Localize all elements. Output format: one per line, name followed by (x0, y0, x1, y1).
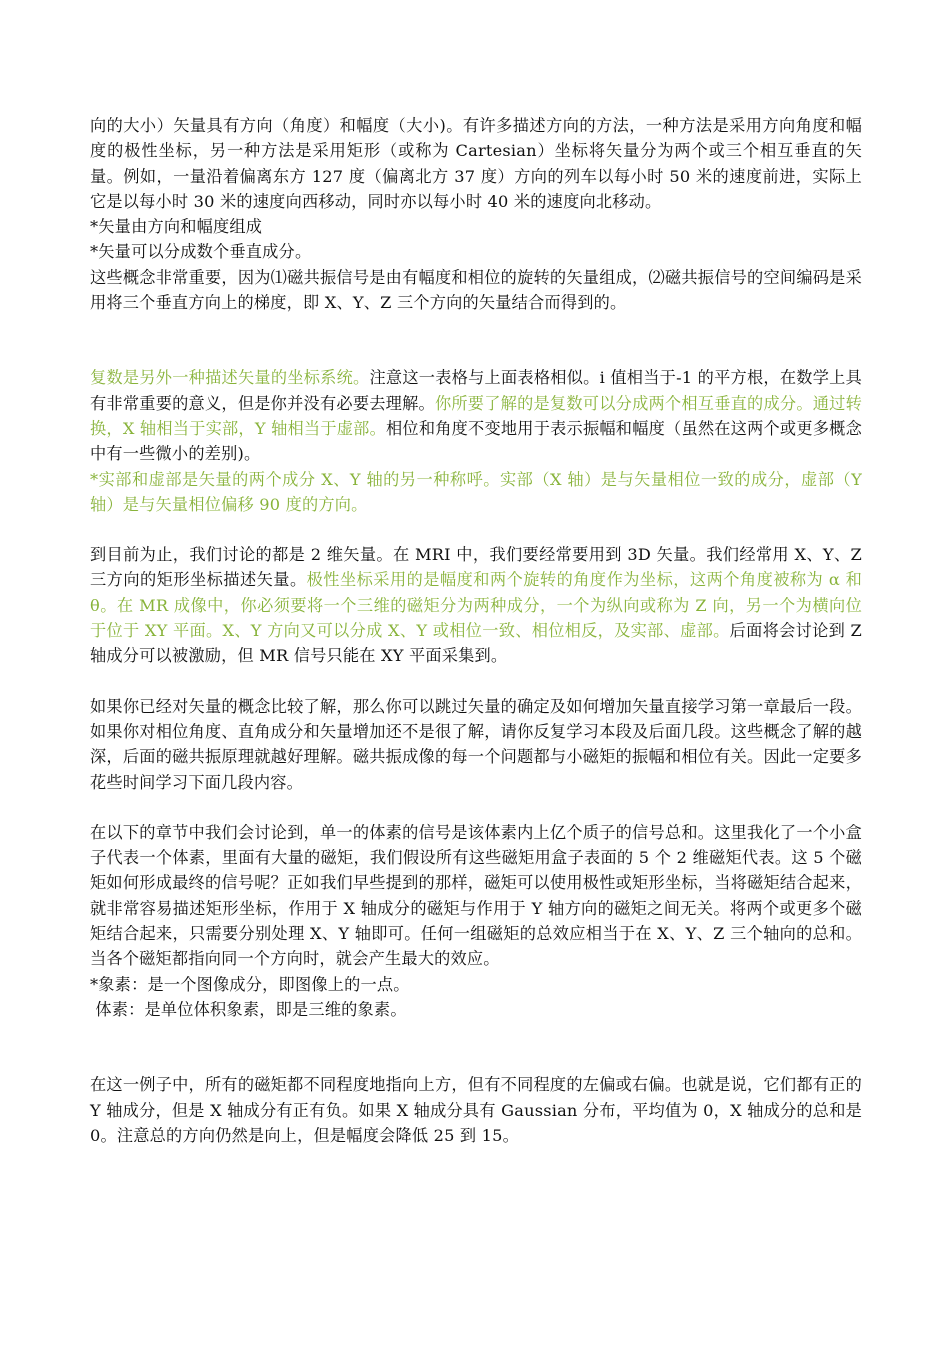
bullet-pixel: *象素：是一个图像成分，即图像上的一点。 (90, 974, 410, 994)
spacer (90, 517, 862, 542)
spacer (90, 795, 862, 820)
paragraph-study-advice: 如果你已经对矢量的概念比较了解，那么你可以跳过矢量的确定及如何增加矢量直接学习第一章最后一段。如果你对相位角度、直角成分和矢量增加还不是很了解，请你反复学习本段及后面几段。这些概念了解的越深，后面的磁共振原理就越好理解。磁共振成像的每一个问题都与小磁矩的振幅和相位有关。因此一定要多花些时间学习下面几段内容。 (90, 696, 862, 792)
body-text: 注意这一表格与上面表格相似。i 值相当于-1 的平方根，在数学上具有非常重要的意义，但是你并没有必要去理解。 (90, 368, 862, 413)
paragraph-3d-vectors (90, 542, 862, 668)
bullet-direction-magnitude: *矢量由方向和幅度组成 (90, 217, 263, 237)
paragraph-complex-numbers (90, 365, 862, 466)
highlight-text: 极性坐标采用的是幅度和两个旋转的角度作为坐标，这两个角度被称为 α 和 θ。在 MR 成像中，你必须要将一个三维的磁矩分为两种成分，一个为纵向或称为 Z 向，另一个为横向位于位于 XY 平面。X、Y 方向又可以分成 X、Y 或相位一致、相位相反，及实部、虚部。 (90, 570, 862, 641)
spacer (90, 669, 862, 694)
spacer (90, 315, 862, 365)
body-text: 后面将会讨论到 Z 轴成分可以被激励，但 MR 信号只能在 XY 平面采集到。 (90, 621, 863, 666)
bullet-voxel: 体素：是单位体积象素，即是三维的象素。 (90, 999, 407, 1019)
document-page (90, 113, 862, 1148)
body-text: 到目前为止，我们讨论的都是 2 维矢量。在 MRI 中，我们要经常要用到 3D 矢量。我们经常用 X、Y、Z 三方向的矩形坐标描述矢量。 (90, 545, 862, 590)
paragraph-importance: 这些概念非常重要，因为⑴磁共振信号是由有幅度和相位的旋转的矢量组成，⑵磁共振信号的空间编码是采用将三个垂直方向上的梯度，即 X、Y、Z 三个方向的矢量结合而得到的。 (90, 267, 862, 313)
paragraph-vector-intro: 向的大小）矢量具有方向（角度）和幅度（大小)。有许多描述方向的方法，一种方法是采用方向角度和幅度的极性坐标，另一种方法是采用矩形（或称为 Cartesian）坐标将矢量分为两个或三个相互垂直的矢量。例如，一量沿着偏离东方 127 度（偏离北方 37 度）方向的列车以每小时 50 米的速度前进，实际上它是以每小时 30 米的速度向西移动，同时亦以每小时 40 米的速度向北移动。 (90, 116, 862, 211)
paragraph-gaussian-example: 在这一例子中，所有的磁矩都不同程度地指向上方，但有不同程度的左偏或右偏。也就是说，它们都有正的 Y 轴成分，但是 X 轴成分有正有负。如果 X 轴成分具有 Gaussian 分布，平均值为 0，X 轴成分的总和是 0。注意总的方向仍然是向上，但是幅度会降低 25 到 15。 (90, 1075, 862, 1145)
bullet-perpendicular-components: *矢量可以分成数个垂直成分。 (90, 242, 312, 262)
highlight-text: 复数是另外一种描述矢量的坐标系统。 (90, 368, 370, 388)
paragraph-voxel-signal: 在以下的章节中我们会讨论到，单一的体素的信号是该体素内上亿个质子的信号总和。这里我化了一个小盒子代表一个体素，里面有大量的磁矩，我们假设所有这些磁矩用盒子表面的 5 个 2 维磁矩代表。这 5 个磁矩如何形成最终的信号呢？正如我们早些提到的那样，磁矩可以使用极性或矩形坐标，当将磁矩结合起来，就非常容易描述矩形坐标，作用于 X 轴成分的磁矩与作用于 Y 轴方向的磁矩之间无关。将两个或更多个磁矩结合起来，只需要分别处理 X、Y 轴即可。任何一组磁矩的总效应相当于在 X、Y、Z 三个轴向的总和。当各个磁矩都指向同一个方向时，就会产生最大的效应。 (90, 822, 862, 969)
bullet-real-imaginary: *实部和虚部是矢量的两个成分 X、Y 轴的另一种称呼。实部（X 轴）是与矢量相位一致的成分，虚部（Y 轴）是与矢量相位偏移 90 度的方向。 (90, 469, 862, 514)
body-text: 相位和角度不变地用于表示振幅和幅度（虽然在这两个或更多概念中有一些微小的差别)。 (90, 418, 862, 464)
spacer (90, 1022, 862, 1072)
highlight-text: 你所要了解的是复数可以分成两个相互垂直的成分。通过转换，X 轴相当于实部，Y 轴相当于虚部。 (90, 393, 862, 438)
